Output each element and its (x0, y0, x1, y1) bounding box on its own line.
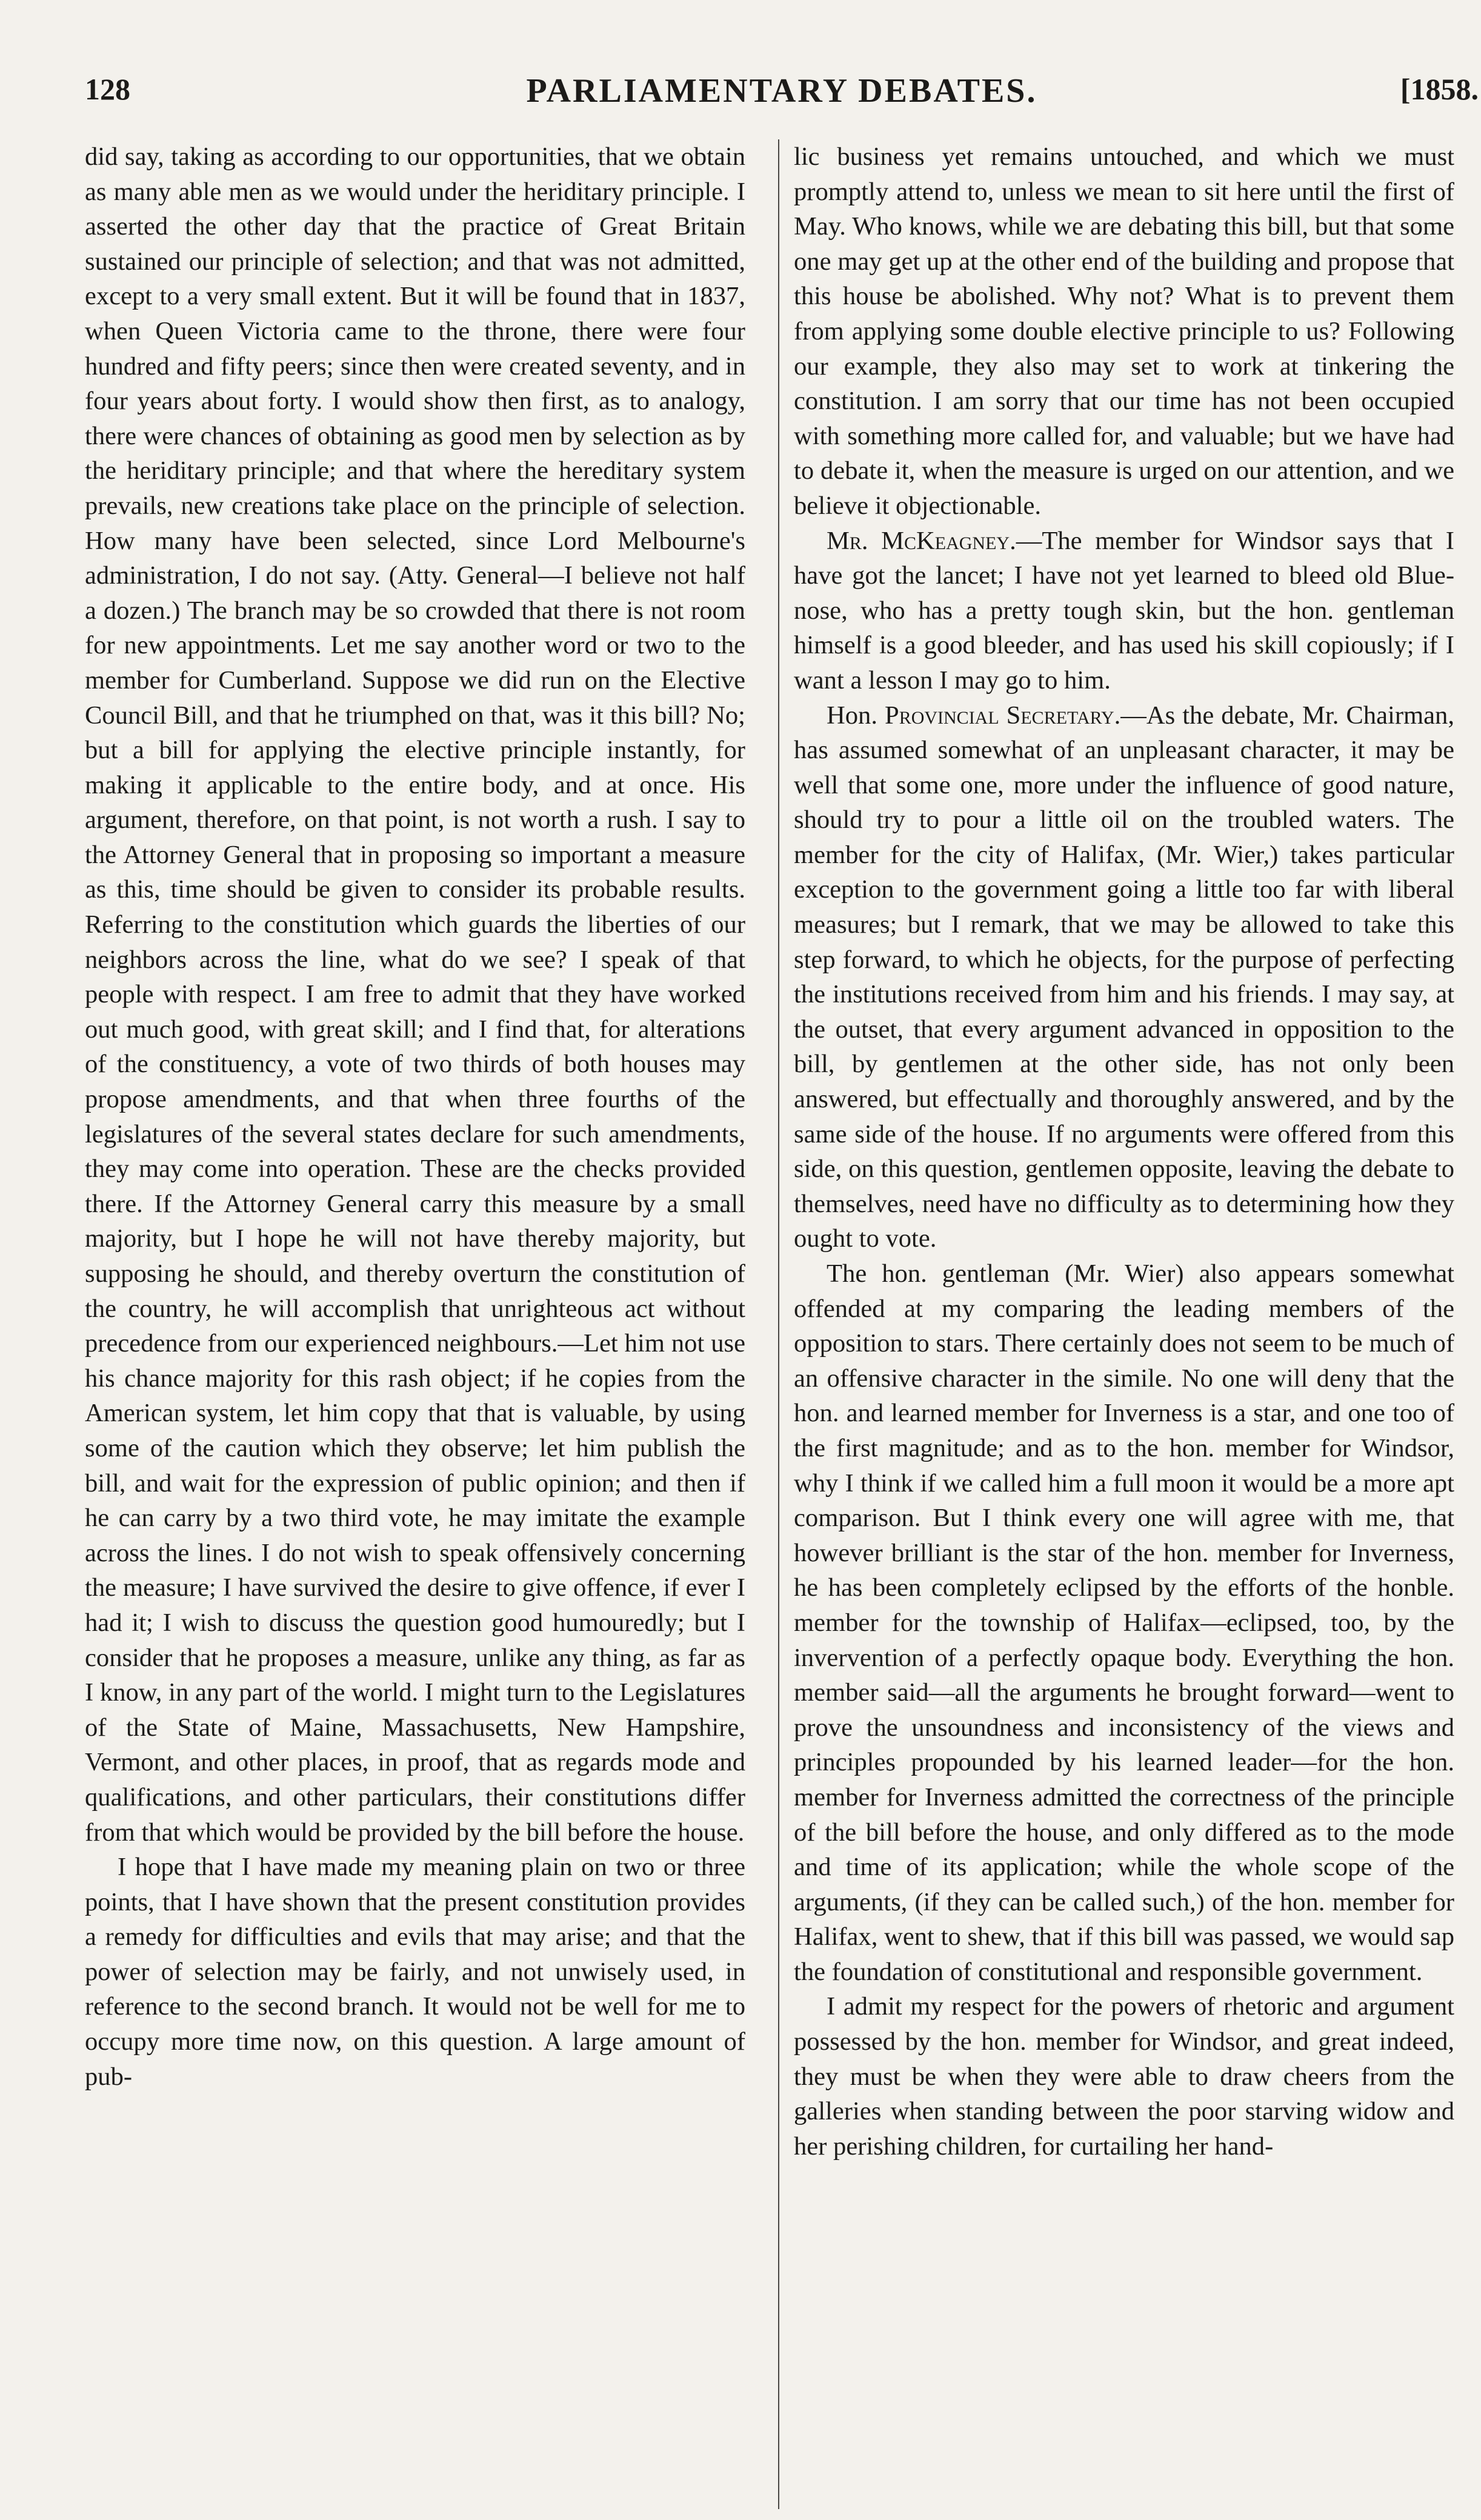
paragraph (794, 698, 1454, 1257)
speech-text: —The member for Windsor says that I have got the lancet; I have not yet learned to bleed old Blue-nose, who has a pretty tough skin, but the hon. gentleman himself is a good bleeder, and has used his skill copiously; if I want a lesson I may go to him. (794, 526, 1454, 695)
speaker-name: Provincial Secretary. (885, 701, 1121, 730)
speaker-name: Mr. McKeagney. (827, 526, 1016, 555)
paragraph: did say, taking as according to our opportunities, that we obtain as many able men as we would under the heriditary principle. I asserted the other day that the practice of Great Britain sustained our principle of selection; and that was not admitted, except to a very small extent. But it will be found that in 1837, when Queen Victoria came to the throne, there were four hundred and fifty peers; since then were created seventy, and in four years about forty. I would show then first, as to analogy, there were chances of obtaining as good men by selection as by the heriditary principle; and that where the hereditary system prevails, new creations take place on the principle of selection. How many have been selected, since Lord Melbourne's administration, I do not say. (Atty. General—I believe not half a dozen.) The branch may be so crowded that there is not room for new appointments. Let me say another word or two to the member for Cumberland. Suppose we did run on the Elective Council Bill, and that he triumphed on that, was it this bill? No; but a bill for applying the elective principle instantly, for making it applicable to the entire body, and at once. His argument, therefore, on that point, is not worth a rush. I say to the Attorney General that in proposing so important a measure as this, time should be given to consider its probable results. Referring to the constitution which guards the liberties of our neighbors across the line, what do we see? I speak of that people with respect. I am free to admit that they have worked out much good, with great skill; and I find that, for alterations of the constituency, a vote of two thirds of both houses may propose amendments, and that when three fourths of the legislatures of the several states declare for such amendments, they may come into operation. These are the checks provided there. If the Attorney General carry this measure by a small majority, but I hope he will not have thereby majority, but supposing he should, and thereby overturn the constitution of the country, he will accomplish that unrighteous act without precedence from our experienced neighbours.—Let him not use his chance majority for this rash object; if he copies from the American system, let him copy that that is valuable, by using some of the caution which they observe; let him publish the bill, and wait for the expression of public opinion; and then if he can carry by a two third vote, he may imitate the example across the lines. I do not wish to speak offensively concerning the measure; I have survived the desire to give offence, if ever I had it; I wish to discuss the question good humouredly; but I consider that he proposes a measure, unlike any thing, as far as I know, in any part of the world. I might turn to the Legislatures of the State of Maine, Massachusetts, New Hampshire, Vermont, and other places, in proof, that as regards mode and qualifications, and other particulars, their constitutions differ from that which would be provided by the bill before the house. (85, 142, 745, 1847)
left-column (85, 139, 745, 2094)
paragraph: I hope that I have made my meaning plain on two or three points, that I have shown that the present constitution provides a remedy for difficulties and evils that may arise; and that the power of selection may be fairly, and not unwisely used, in reference to the second branch. It would not be well for me to occupy more time now, on this question. A large amount of pub- (85, 1853, 745, 2091)
running-head: PARLIAMENTARY DEBATES. (526, 72, 1037, 110)
speech-text: —As the debate, Mr. Chairman, has assumed somewhat of an unpleasant character, it may be well that some one, more under the influence of good nature, should try to pour a little oil on the troubled waters. The member for the city of Halifax, (Mr. Wier,) takes particular exception to the government going a little too far with liberal measures; but I remark, that we may be allowed to take this step forward, to which he objects, for the purpose of perfecting the institutions received from him and his friends. I may say, at the outset, that every argument advanced in opposition to the bill, by gentlemen at the other side, has not only been answered, but effectually and thoroughly answered, and by the same side of the house. If no arguments were offered from this side, on this question, gentlemen opposite, leaving the debate to themselves, need have no difficulty as to determining how they ought to vote. (794, 701, 1454, 1253)
paragraph: I admit my respect for the powers of rhetoric and argument possessed by the hon. member for Windsor, and great indeed, they must be when they were able to draw cheers from the galleries when standing between the poor starving widow and her perishing children, for curtailing her hand- (794, 1992, 1454, 2161)
year-label: [1858. (1400, 72, 1479, 106)
page-header (85, 72, 1479, 120)
page-number: 128 (85, 72, 130, 106)
paragraph: The hon. gentleman (Mr. Wier) also appears somewhat offended at my comparing the leading members of the opposition to stars. There certainly does not seem to be much of an offensive character in the simile. No one will deny that the hon. and learned member for Inverness is a star, and one too of the first magnitude; and as to the hon. member for Windsor, why I think if we called him a full moon it would be a more apt comparison. But I think every one will agree with me, that however brilliant is the star of the hon. member for Inverness, he has been completely eclipsed by the efforts of the honble. member for the township of Halifax—eclipsed, too, by the invervention of a perfectly opaque body. Everything the hon. member said—all the arguments he brought forward—went to prove the unsoundness and inconsistency of the views and principles propounded by his learned leader—for the hon. member for Inverness admitted the correctness of the principle of the bill before the house, and only differed as to the mode and time of its application; while the whole scope of the arguments, (if they can be called such,) of the hon. member for Halifax, went to shew, that if this bill was passed, we would sap the foundation of constitutional and responsible government. (794, 1259, 1454, 1986)
speaker-prefix: Hon. (827, 701, 885, 730)
paragraph: lic business yet remains untouched, and which we must promptly attend to, unless we mean to sit here until the first of May. Who knows, while we are debating this bill, but that some one may get up at the other end of the building and propose that this house be abolished. Why not? What is to prevent them from applying some double elective principle to us? Following our example, they also may set to work at tinkering the constitution. I am sorry that our time has not been occupied with something more called for, and valuable; but we have had to debate it, when the measure is urged on our attention, and we believe it objectionable. (794, 142, 1454, 520)
paragraph (794, 524, 1454, 698)
right-column (794, 139, 1454, 2164)
column-divider (778, 139, 779, 2509)
